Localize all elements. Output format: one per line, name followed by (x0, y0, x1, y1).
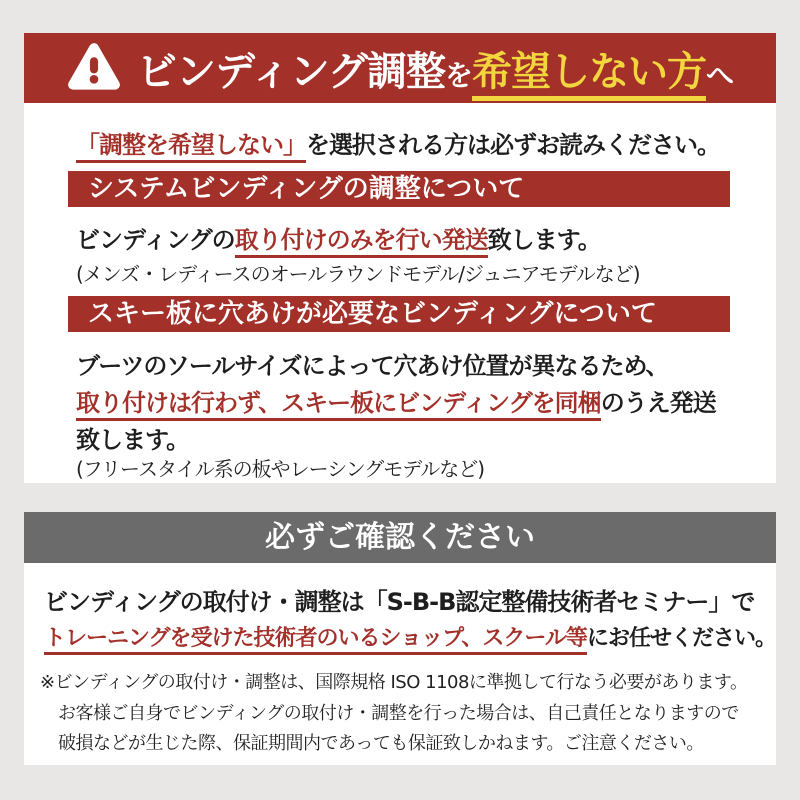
intro-rest: を選択される方は必ずお読みください。 (306, 131, 720, 159)
banner-title-main: ビンディング調整 (136, 48, 445, 95)
adjustment-info-card (24, 103, 776, 483)
disclaimer-line-3: 破損などが生じた際、保証期間内であっても保証致しかねます。ご注意ください。 (58, 733, 704, 754)
banner-title-highlight: 希望しない方 (472, 49, 706, 101)
section1-line-highlight: 取り付けのみを行い発送 (235, 226, 488, 258)
section1-line (76, 220, 601, 255)
section2-line1: ブーツのソールサイズによって穴あけ位置が異なるため、 (76, 352, 669, 380)
section2-note: (フリースタイル系の板やレーシングモデルなど) (76, 457, 485, 481)
confirm-line2-suffix: にお任せください。 (586, 626, 776, 651)
section1-note: (メンズ・レディースのオールラウンドモデル/ジュニアモデルなど) (76, 262, 640, 286)
section2-heading: スキー板に穴あけが必要なビンディングについて (68, 296, 730, 332)
disclaimer-line-2: お客様ご自身でビンディングの取付け・調整を行った場合は、自己責任となりますので (58, 703, 739, 724)
section2-line2-suffix: のうえ発送 (600, 389, 716, 417)
section2-line2 (76, 383, 716, 418)
section2-line2-highlight: 取り付けは行わず、スキー板にビンディングを同梱 (76, 389, 601, 421)
intro-line (76, 125, 720, 160)
confirm-heading-banner: 必ずご確認ください (24, 512, 776, 563)
confirm-line2 (44, 621, 776, 652)
section1-line-pre: ビンディングの (76, 226, 235, 254)
section1-line-suffix: 致します。 (487, 226, 601, 254)
banner-title-particle: を (444, 58, 472, 92)
section2-line3: 致します。 (76, 426, 190, 454)
section1-heading: システムビンディングの調整について (68, 171, 730, 207)
intro-highlight: 「調整を希望しない」 (76, 131, 306, 163)
banner-title (137, 40, 733, 97)
confirm-line2-highlight: トレーニングを受けた技術者のいるショップ、スクール等 (44, 626, 587, 655)
warning-triangle-icon (67, 41, 121, 95)
confirm-info-card (24, 563, 776, 765)
warning-header-banner (24, 33, 776, 103)
disclaimer-line-1: ※ビンディングの取付け・調整は、国際規格 ISO 1108に準拠して行なう必要があります。 (40, 672, 748, 693)
banner-title-suffix: へ (706, 58, 734, 92)
confirm-line1: ビンディングの取付け・調整は「S-B-B認定整備技術者セミナー」で (44, 588, 755, 616)
